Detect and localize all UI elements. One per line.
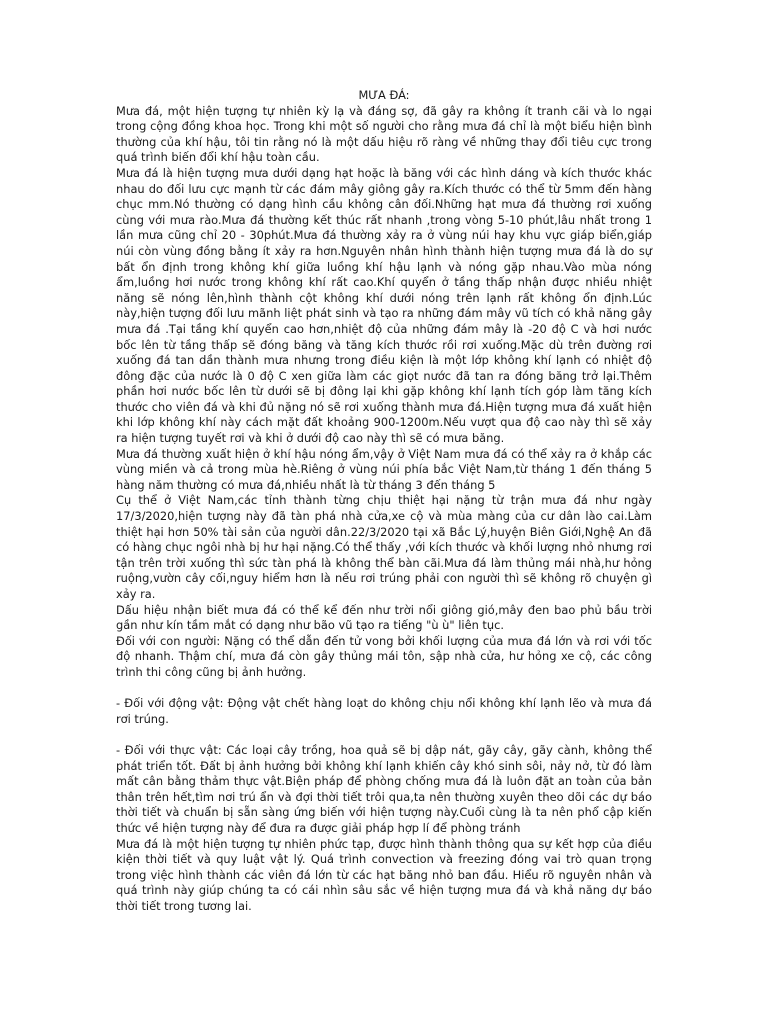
paragraph-conclusion: Mưa đá là một hiện tượng tự nhiên phức tạp, được hình thành thông qua sự kết hợp của điều kiện thời tiết và quy luật vật lý. Quá trình convection và freezing đóng vai trò quan trọng trong việc hình thành các viên đá lớn từ các hạt băng nhỏ ban đầu. Hiểu rõ nguyên nhân và quá trình này giúp chúng ta có cái nhìn sâu sắc về hiện tượng mưa đá và khả năng dự báo thời tiết trong tương lai. — [116, 836, 652, 913]
paragraph-intro: Mưa đá, một hiện tượng tự nhiên kỳ lạ và đáng sợ, đã gây ra không ít tranh cãi và lo ngại trong cộng đồng khoa học. Trong khi một số người cho rằng mưa đá chỉ là một biểu hiện bình thường của khí hậu, tôi tin rằng nó là một dấu hiệu rõ ràng về những thay đổi tiêu cực trong quá trình biến đổi khí hậu toàn cầu. — [116, 103, 652, 165]
paragraph-animals: - Đối với động vật: Động vật chết hàng loạt do không chịu nổi không khí lạnh lẽo và mưa đá rơi trúng. — [116, 696, 652, 726]
paragraph-definition: Mưa đá là hiện tượng mưa dưới dạng hạt hoặc là băng với các hình dáng và kích thước khác nhau do đối lưu cực mạnh từ các đám mây giông gây ra.Kích thước có thể từ 5mm đến hàng chục mm.Nó thường có dạng hình cầu không cân đối.Những hạt mưa đá thường rơi xuống cùng với mưa rào.Mưa đá thường kết thúc rất nhanh ,trong vòng 5-10 phút,lâu nhất trong 1 lần mưa cũng chỉ 20 - 30phút.Mưa đá thường xảy ra ở vùng núi hay khu vực giáp biển,giáp núi còn vùng đồng bằng ít xảy ra hơn.Nguyên nhân hình thành hiện tượng mưa đá là do sự bất ổn định trong không khí giữa luồng khí hậu lạnh và nóng gặp nhau.Vào mùa nóng ẩm,luồng hơi nước trong không khí rất cao.Khí quyển ở tầng thấp nhận được nhiều nhiệt năng sẽ nóng lên,hình thành cột không khí dưới nóng trên lạnh rất không ổn định.Lúc này,hiện tượng đối lưu mãnh liệt phát sinh và tạo ra những đám mây vũ tích có khả năng gây mưa đá .Tại tầng khí quyển cao hơn,nhiệt độ của những đám mây là -20 độ C và hơi nước bốc lên từ tầng thấp sẽ đóng băng và tăng kích thước rồi rơi xuống.Mặc dù trên đường rơi xuống đá tan dần thành mưa nhưng trong điều kiện là một lớp không khí lạnh có nhiệt độ đông đặc của nước là 0 độ C xen giữa làm các giọt nước đã tan ra đóng băng trở lại.Thêm phần hơi nước bốc lên từ dưới sẽ bị đông lại khi gặp không khí lạnh tích góp làm tăng kích thước cho viên đá và khi đủ nặng nó sẽ rơi xuống thành mưa đá.Hiện tượng mưa đá xuất hiện khi lớp không khí này cách mặt đất khoảng 900-1200m.Nếu vượt qua độ cao này thì sẽ xảy ra hiện tượng tuyết rơi và khi ở dưới độ cao này thì sẽ có mưa băng. — [116, 165, 652, 446]
paragraph-climate: Mưa đá thường xuất hiện ở khí hậu nóng ẩm,vậy ở Việt Nam mưa đá có thể xảy ra ở khắp các vùng miền và cả trong mùa hè.Riêng ở vùng núi phía bắc Việt Nam,từ tháng 1 đến tháng 5 hàng năm thường có mưa đá,nhiều nhất là từ tháng 3 đến tháng 5 — [116, 446, 652, 492]
document-page — [116, 88, 652, 914]
paragraph-spacer — [116, 727, 652, 743]
paragraph-spacer — [116, 681, 652, 697]
paragraph-humans: Đối với con người: Nặng có thể dẫn đến tử vong bởi khối lượng của mưa đá lớn và rơi với tốc độ nhanh. Thậm chí, mưa đá còn gây thủng mái tôn, sập nhà cửa, hư hỏng xe cộ, các công trình thi công cũng bị ảnh hưởng. — [116, 633, 652, 679]
paragraph-vietnam-damage: Cụ thể ở Việt Nam,các tỉnh thành từng chịu thiệt hại nặng từ trận mưa đá như ngày 17/3/2020,hiện tượng này đã tàn phá nhà cửa,xe cộ và mùa màng của cư dân lào cai.Làm thiệt hại hơn 50% tài sản của người dân.22/3/2020 tại xã Bắc Lý,huyện Biên Giới,Nghệ An đã có hàng chục ngôi nhà bị hư hại nặng.Có thể thấy ,với kích thước và khối lượng nhỏ nhưng rơi tận trên trời xuống thì sức tàn phá là không thể bàn cãi.Mưa đá làm thủng mái nhà,hư hỏng ruộng,vườn cây cối,nguy hiểm hơn là nếu rơi trúng phải con người thì sẽ không rõ chuyện gì xảy ra. — [116, 493, 652, 601]
document-title: MƯA ĐÁ: — [358, 88, 410, 102]
paragraph-plants: - Đối với thực vật: Các loại cây trồng, hoa quả sẽ bị dập nát, gãy cây, gãy cành, không thể phát triển tốt. Đất bị ảnh hưởng bởi không khí lạnh khiến cây khó sinh sôi, nảy nở, từ đó làm mất cân bằng thảm thực vật.Biện pháp để phòng chống mưa đá là luôn đặt an toàn của bản thân trên hết,tìm nơi trú ẩn và đợi thời tiết trôi qua,ta nên thường xuyên theo dõi các dự báo thời tiết và chuẩn bị sẵn sàng ứng biến với hiện tượng này.Cuối cùng là ta nên phổ cập kiến thức về hiện tượng này để đưa ra được giải pháp hợp lí để phòng tránh — [116, 742, 652, 835]
paragraph-signs: Dấu hiệu nhận biết mưa đá có thể kể đến như trời nổi giông gió,mây đen bao phủ bầu trời gần như kín tầm mắt có dạng như bão vũ tạo ra tiếng "ù ù" liên tục. — [116, 602, 652, 633]
